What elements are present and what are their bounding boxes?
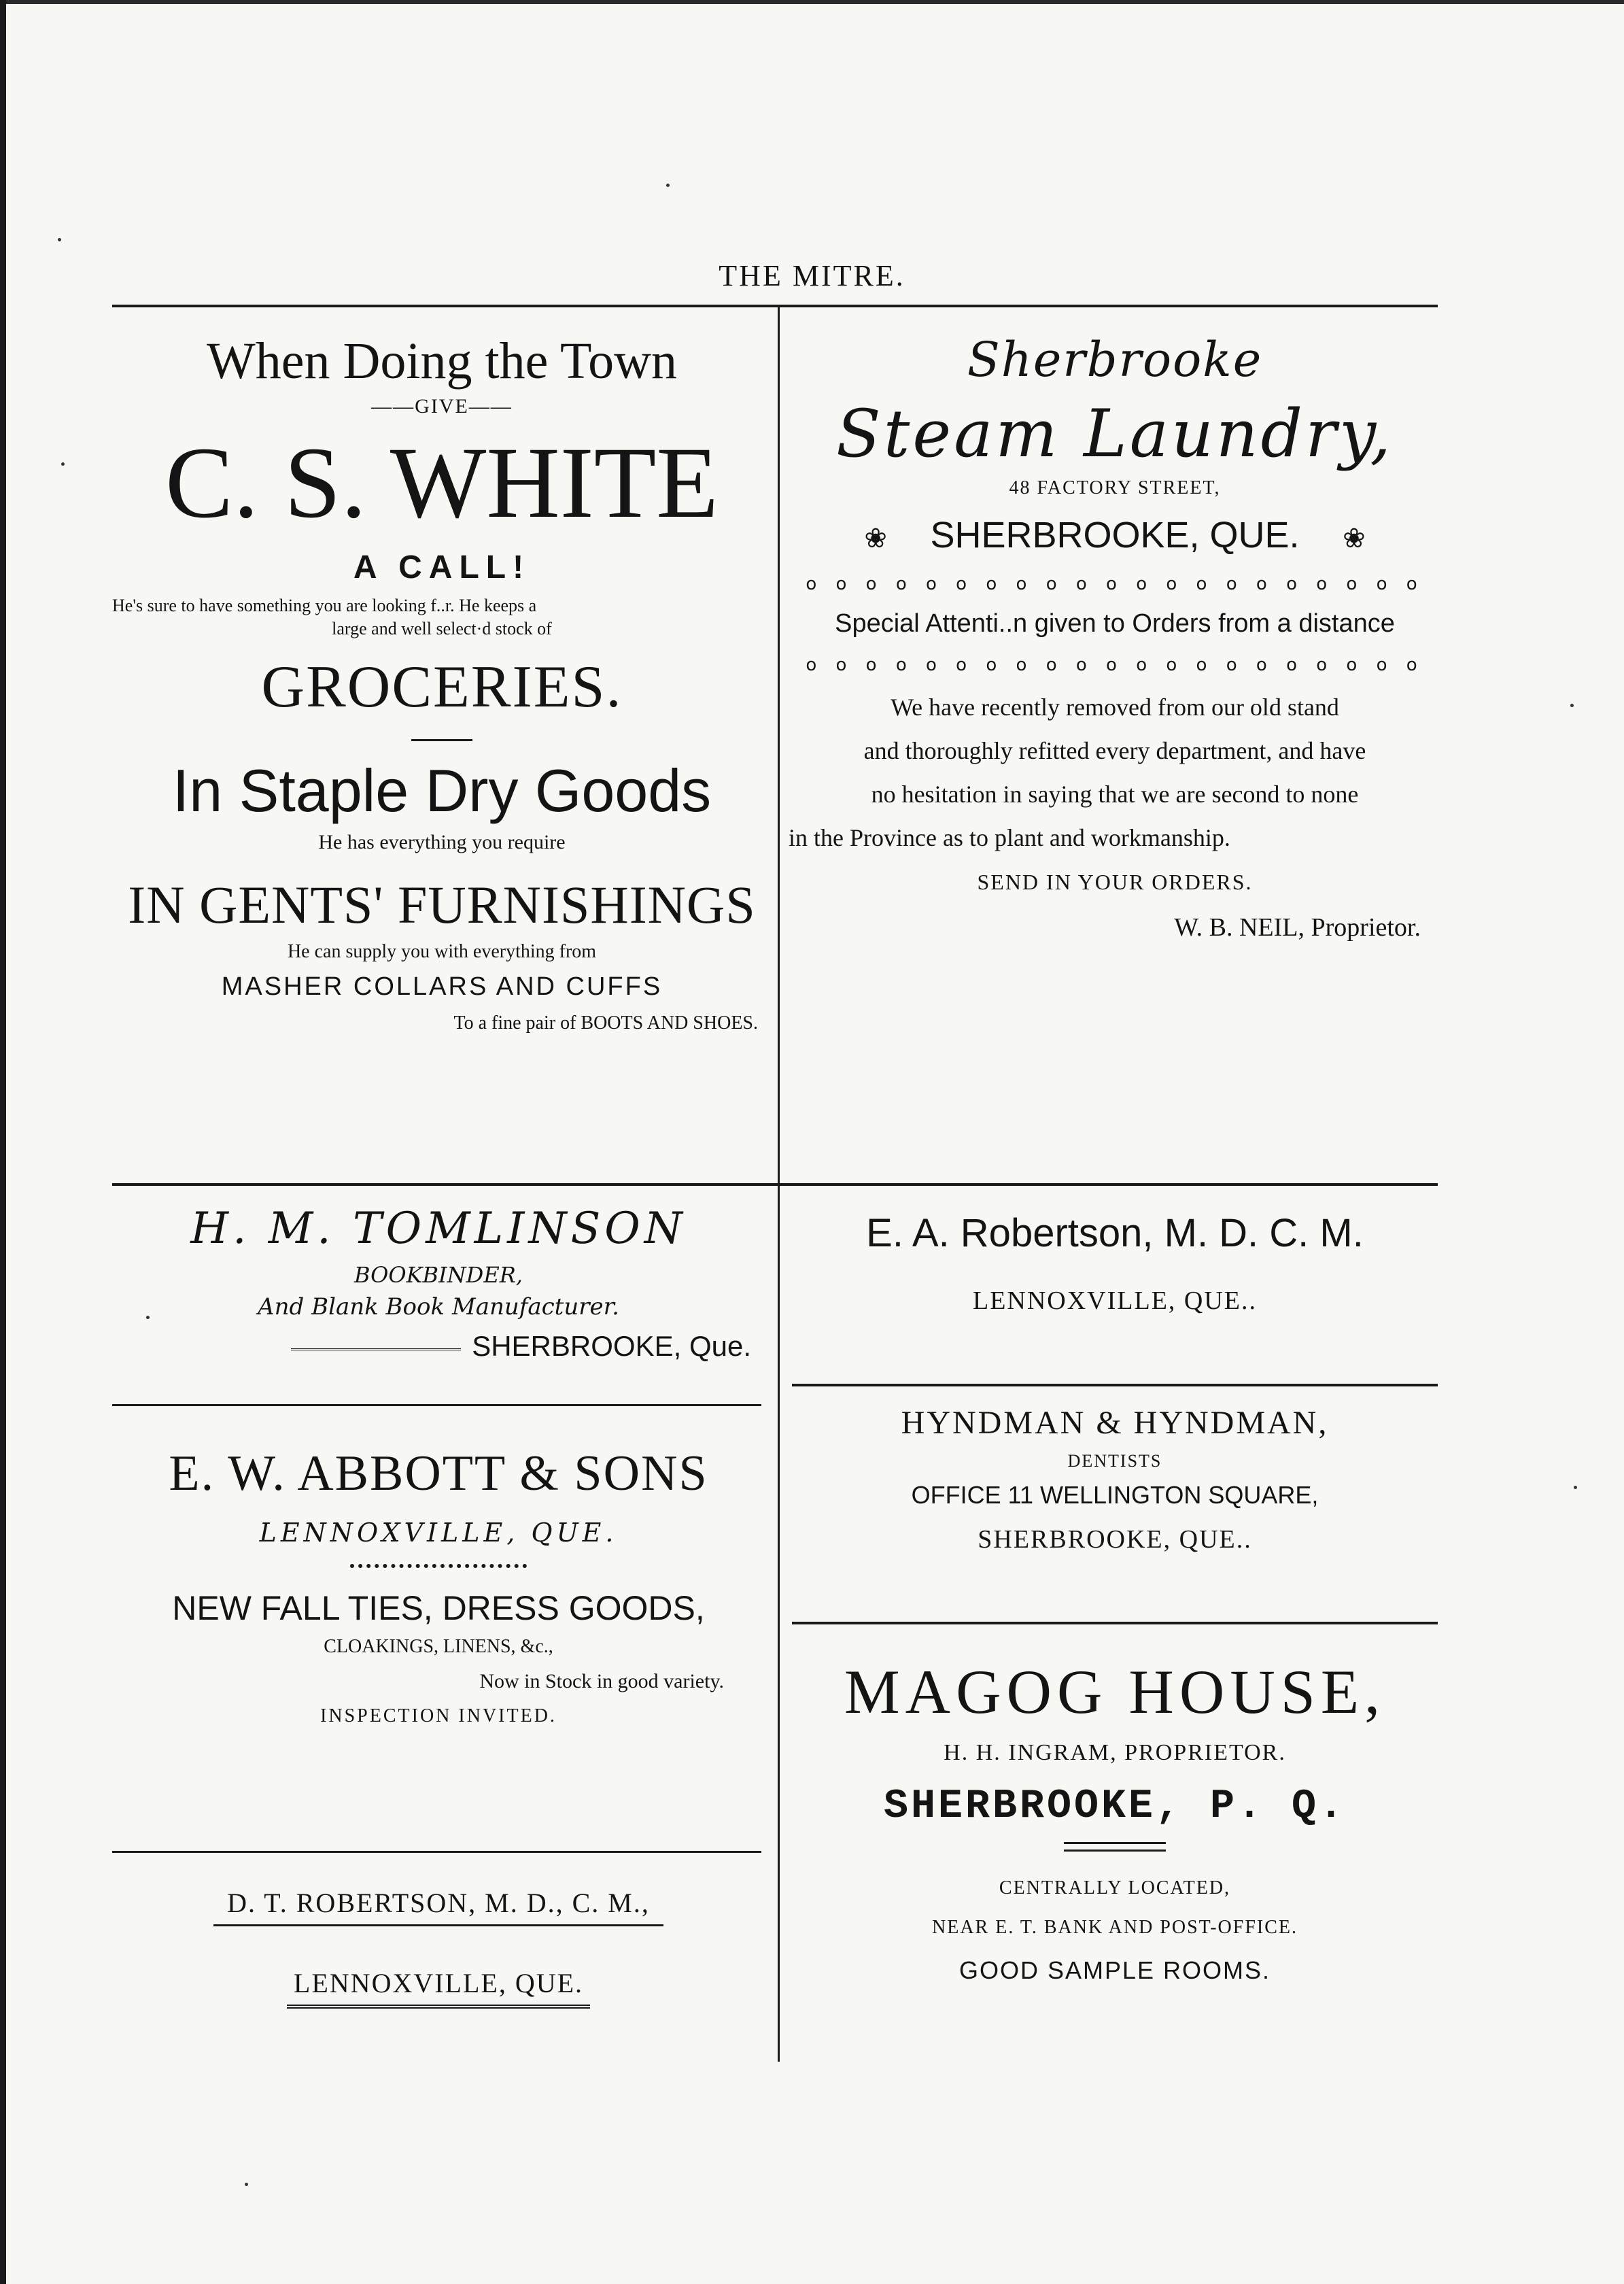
dt-robertson-gap (112, 1926, 765, 1967)
right-rule-2 (792, 1384, 1438, 1386)
laundry-ad (789, 326, 1441, 942)
laundry-street: 48 FACTORY STREET, (1009, 477, 1221, 498)
abbott-name: E. W. ABBOTT & SONS (169, 1446, 708, 1501)
ea-robertson-ad (789, 1210, 1441, 1316)
hyndman-office: OFFICE 11 WELLINGTON SQUARE, (911, 1481, 1319, 1509)
tomlinson-city: SHERBROOKE, Que. (472, 1330, 751, 1362)
magog-ad (789, 1656, 1441, 1985)
white-dry-goods: In Staple Dry Goods (172, 757, 712, 824)
laundry-dots-2: o o o o o o o o o o o o o o o o o o o o o (806, 655, 1424, 675)
tomlinson-ad (112, 1204, 765, 1363)
scan-speck (666, 184, 670, 187)
row-rule-1 (112, 1183, 1438, 1186)
laundry-title-1: Sherbrooke (967, 332, 1263, 388)
scan-speck (61, 462, 65, 466)
white-groceries: GROCERIES. (261, 654, 623, 720)
left-rule-3 (112, 1851, 761, 1853)
white-call: A CALL! (353, 549, 531, 585)
dt-robertson-city: LENNOXVILLE, QUE. (287, 1967, 590, 2009)
laundry-dots-1: o o o o o o o o o o o o o o o o o o o o o (806, 574, 1424, 594)
ea-robertson-name: E. A. Robertson, M. D. C. M. (866, 1211, 1364, 1255)
scan-speck (146, 1316, 150, 1319)
scan-speck (58, 238, 61, 241)
hyndman-name: HYNDMAN & HYNDMAN, (901, 1405, 1329, 1441)
laundry-city: SHERBROOKE, QUE. (930, 515, 1300, 556)
magog-city: SHERBROOKE, P. Q. (883, 1784, 1347, 1830)
magog-proprietor: H. H. INGRAM, PROPRIETOR. (944, 1740, 1286, 1765)
abbott-invite: INSPECTION INVITED. (320, 1705, 557, 1726)
magog-rooms: GOOD SAMPLE ROOMS. (958, 1956, 1271, 1984)
white-collars: MASHER COLLARS AND CUFFS (221, 972, 663, 1001)
right-rule-3 (792, 1622, 1438, 1624)
white-boots: To a fine pair of BOOTS AND SHOES. (453, 1012, 758, 1034)
laundry-title-2: Steam Laundry, (836, 396, 1394, 472)
white-tagline: When Doing the Town (207, 333, 677, 390)
page-header-title: THE MITRE. (719, 259, 905, 292)
white-divider (411, 739, 472, 741)
left-rule-2 (112, 1404, 761, 1406)
abbott-ornament (350, 1557, 527, 1568)
top-edge-rule (0, 0, 1624, 4)
magog-near: NEAR E. T. BANK AND POST-OFFICE. (932, 1917, 1298, 1938)
white-supply: He can supply you with everything from (287, 941, 597, 962)
white-desc-1: He's sure to have something you are looking f..r. He keeps a (112, 596, 537, 615)
laundry-para-2: and thoroughly refitted every department, and have (863, 737, 1366, 764)
white-dry-desc: He has everything you require (318, 831, 566, 853)
flourish-icon: ❀ (864, 523, 887, 553)
laundry-send: SEND IN YOUR ORDERS. (977, 870, 1253, 894)
abbott-items: CLOAKINGS, LINENS, &c., (324, 1636, 553, 1657)
abbott-ad (112, 1445, 765, 1727)
tomlinson-trade-2: And Blank Book Manufacturer. (258, 1293, 619, 1320)
white-desc-2: large and well select·d stock of (332, 619, 552, 638)
laundry-city-row (789, 514, 1441, 556)
dt-robertson-ad (112, 1887, 765, 2009)
scan-speck (245, 2183, 248, 2186)
white-give: ——GIVE—— (371, 395, 513, 417)
flourish-icon: ❀ (1343, 523, 1366, 553)
white-name: C. S. WHITE (165, 426, 719, 539)
scan-speck (1570, 704, 1574, 707)
header-rule (112, 305, 1438, 307)
magog-located: CENTRALLY LOCATED, (999, 1877, 1231, 1898)
hyndman-ad (789, 1404, 1441, 1554)
tomlinson-name: H. M. TOMLINSON (190, 1204, 687, 1254)
laundry-para-3: no hesitation in saying that we are second to none (871, 781, 1359, 808)
laundry-proprietor: W. B. NEIL, Proprietor. (1174, 913, 1421, 942)
tomlinson-trade: BOOKBINDER, (354, 1262, 523, 1288)
white-ad (112, 326, 772, 1034)
hyndman-city: SHERBROOKE, QUE.. (978, 1525, 1252, 1554)
laundry-para-1: We have recently removed from our old stand (891, 694, 1339, 721)
white-gents: IN GENTS' FURNISHINGS (128, 875, 756, 934)
laundry-para-4: in the Province as to plant and workmanship. (789, 824, 1230, 851)
ea-robertson-city: LENNOXVILLE, QUE.. (972, 1286, 1258, 1315)
laundry-special: Special Attenti..n given to Orders from a distance (835, 609, 1395, 638)
tomlinson-rule-decor (291, 1348, 461, 1350)
abbott-stock: Now in Stock in good variety. (479, 1670, 724, 1692)
hyndman-trade: DENTISTS (1067, 1451, 1162, 1471)
abbott-goods: NEW FALL TIES, DRESS GOODS, (172, 1589, 705, 1627)
dt-robertson-name: D. T. ROBERTSON, M. D., C. M., (213, 1887, 663, 1926)
magog-name: MAGOG HOUSE, (844, 1657, 1386, 1726)
tomlinson-city-row (112, 1330, 765, 1363)
page-spine-edge (0, 0, 6, 2284)
magog-divider (1064, 1842, 1166, 1852)
scan-speck (1574, 1486, 1577, 1489)
abbott-city: LENNOXVILLE, QUE. (259, 1518, 618, 1548)
